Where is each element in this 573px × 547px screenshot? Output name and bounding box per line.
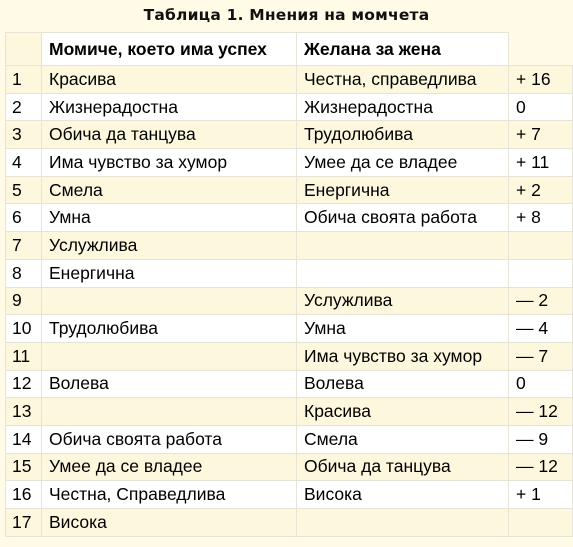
desired-wife-trait: Услужлива (297, 287, 509, 315)
successful-girl-trait: Има чувство за хумор (42, 149, 297, 177)
row-number: 11 (6, 342, 42, 370)
table-row (6, 425, 573, 453)
successful-girl-trait: Честна, Справедлива (42, 481, 297, 509)
row-number: 6 (6, 204, 42, 232)
difference-score: — 9 (509, 425, 573, 453)
desired-wife-trait: Красива (297, 398, 509, 426)
difference-score: 0 (509, 370, 573, 398)
table-header-row (6, 33, 573, 66)
difference-score: — 7 (509, 342, 573, 370)
successful-girl-trait: Трудолюбива (42, 315, 297, 343)
difference-score: + 16 (509, 66, 573, 94)
desired-wife-trait: Умна (297, 315, 509, 343)
difference-score: + 11 (509, 149, 573, 177)
row-number: 17 (6, 509, 42, 537)
difference-score: + 1 (509, 481, 573, 509)
difference-score: — 12 (509, 398, 573, 426)
successful-girl-trait (42, 287, 297, 315)
successful-girl-trait: Умна (42, 204, 297, 232)
successful-girl-trait: Услужлива (42, 232, 297, 260)
successful-girl-trait (42, 342, 297, 370)
successful-girl-trait: Жизнерадостна (42, 93, 297, 121)
row-number: 10 (6, 315, 42, 343)
successful-girl-trait: Волева (42, 370, 297, 398)
row-number: 14 (6, 425, 42, 453)
desired-wife-trait: Волева (297, 370, 509, 398)
desired-wife-trait: Честна, справедлива (297, 66, 509, 94)
row-number: 12 (6, 370, 42, 398)
table-row (6, 121, 573, 149)
opinions-table (5, 32, 573, 537)
successful-girl-trait: Красива (42, 66, 297, 94)
table-row (6, 259, 573, 287)
desired-wife-trait: Енергична (297, 176, 509, 204)
header-score (509, 33, 573, 66)
row-number: 15 (6, 453, 42, 481)
difference-score (509, 259, 573, 287)
header-num (6, 33, 42, 66)
desired-wife-trait: Трудолюбива (297, 121, 509, 149)
row-number: 8 (6, 259, 42, 287)
table-row (6, 93, 573, 121)
difference-score (509, 509, 573, 537)
desired-wife-trait: Смела (297, 425, 509, 453)
desired-wife-trait (297, 509, 509, 537)
difference-score: — 12 (509, 453, 573, 481)
desired-wife-trait: Умее да се владее (297, 149, 509, 177)
table-row (6, 204, 573, 232)
difference-score: + 7 (509, 121, 573, 149)
row-number: 3 (6, 121, 42, 149)
difference-score: — 4 (509, 315, 573, 343)
table-row (6, 453, 573, 481)
row-number: 16 (6, 481, 42, 509)
row-number: 9 (6, 287, 42, 315)
table-row (6, 481, 573, 509)
successful-girl-trait: Обича да танцува (42, 121, 297, 149)
table-row (6, 342, 573, 370)
successful-girl-trait: Умее да се владее (42, 453, 297, 481)
header-successful-girl: Момиче, което има успех (42, 33, 297, 66)
difference-score: — 2 (509, 287, 573, 315)
difference-score: + 8 (509, 204, 573, 232)
table-row (6, 66, 573, 94)
table-row (6, 287, 573, 315)
successful-girl-trait (42, 398, 297, 426)
desired-wife-trait: Обича да танцува (297, 453, 509, 481)
desired-wife-trait: Обича своята работа (297, 204, 509, 232)
row-number: 1 (6, 66, 42, 94)
desired-wife-trait (297, 259, 509, 287)
table-row (6, 398, 573, 426)
row-number: 7 (6, 232, 42, 260)
table-row (6, 176, 573, 204)
desired-wife-trait: Жизнерадостна (297, 93, 509, 121)
row-number: 13 (6, 398, 42, 426)
row-number: 2 (6, 93, 42, 121)
desired-wife-trait: Висока (297, 481, 509, 509)
row-number: 5 (6, 176, 42, 204)
successful-girl-trait: Обича своята работа (42, 425, 297, 453)
difference-score: + 2 (509, 176, 573, 204)
desired-wife-trait: Има чувство за хумор (297, 342, 509, 370)
header-desired-wife: Желана за жена (297, 33, 509, 66)
table-row (6, 149, 573, 177)
successful-girl-trait: Висока (42, 509, 297, 537)
successful-girl-trait: Смела (42, 176, 297, 204)
table-title: Таблица 1. Мнения на момчета (143, 6, 430, 24)
desired-wife-trait (297, 232, 509, 260)
table-row (6, 370, 573, 398)
table-row (6, 509, 573, 537)
successful-girl-trait: Енергична (42, 259, 297, 287)
table-row (6, 232, 573, 260)
table-row (6, 315, 573, 343)
difference-score: 0 (509, 93, 573, 121)
row-number: 4 (6, 149, 42, 177)
difference-score (509, 232, 573, 260)
